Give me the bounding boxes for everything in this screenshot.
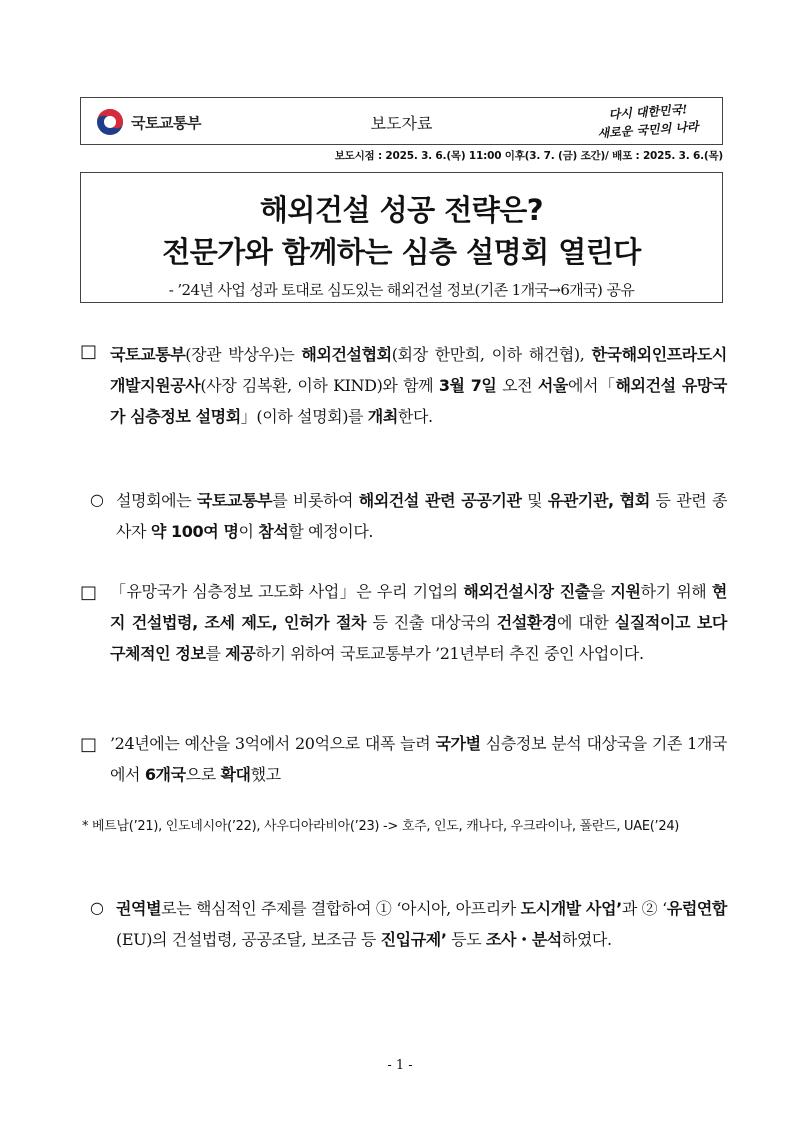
- paragraph-4: [110, 728, 727, 790]
- release-label: 보도자료: [370, 114, 433, 133]
- paragraph-1: [110, 339, 727, 432]
- paragraph-3: [110, 576, 727, 669]
- p3-j: 실질적이고 보다 구체적인 정보: [110, 613, 727, 663]
- slogan: [588, 103, 708, 139]
- p2-f: 유관기관, 협회: [547, 491, 650, 510]
- paragraph-4-marker: □: [80, 734, 98, 755]
- p5-a: 권역별: [116, 899, 162, 918]
- slogan-line-2: 새로운 국민의 나라: [597, 119, 699, 141]
- slogan-line-1: 다시 대한민국!: [608, 102, 688, 122]
- p1-j: 에서「: [567, 376, 616, 395]
- p5-d: 과 ② ‘: [621, 899, 667, 918]
- p3-c: 을: [589, 582, 611, 601]
- p3-e: 하기 위해: [640, 582, 712, 601]
- p4-f: 확대: [220, 765, 251, 784]
- p2-k: 할 예정이다.: [288, 522, 374, 541]
- p1-l: 」(이하 설명회)를: [240, 407, 368, 426]
- p2-j: 참석: [258, 522, 289, 541]
- p1-n: 한다.: [397, 407, 433, 426]
- p5-c: 도시개발 사업’: [520, 899, 622, 918]
- p5-i: 조사・분석: [485, 930, 562, 949]
- country-footnote: * 베트남(’21), 인도네시아(’22), 사우디아라비아(’23) -> 호주, 인도, 캐나다, 우크라이나, 폴란드, UAE(’24): [82, 819, 680, 834]
- header-box: [80, 97, 723, 145]
- p3-l: 제공: [225, 644, 256, 663]
- paragraph-2: [116, 485, 727, 547]
- p4-b: 국가별: [435, 734, 481, 753]
- p1-a: 국토교통부: [110, 345, 186, 364]
- p1-i: 서울: [537, 376, 568, 395]
- p2-g: 등 관련 종사자: [116, 491, 728, 541]
- p3-a: 「유망국가 심층정보 고도화 사업」은 우리 기업의: [110, 582, 464, 601]
- p1-f: (사장 김복환, 이하 KIND)와 함께: [200, 376, 439, 395]
- p2-a: 설명회에는: [116, 491, 197, 510]
- page-number: - 1 -: [387, 1058, 413, 1073]
- p1-k: 해외건설 유망국가 심층정보 설명회: [110, 376, 727, 426]
- title-line-1: 해외건설 성공 전략은?: [259, 193, 544, 227]
- paragraph-1-marker: □: [80, 341, 98, 362]
- p3-i: 에 대한: [557, 613, 615, 632]
- p2-d: 해외건설 관련 공공기관: [358, 491, 522, 510]
- p5-b: 로는 핵심적인 주제를 결합하여 ① ‘아시아, 아프리카: [161, 899, 521, 918]
- p2-b: 국토교통부: [196, 491, 273, 510]
- p1-g: 3월 7일: [438, 376, 497, 395]
- p4-g: 했고: [250, 765, 281, 784]
- p5-j: 하였다.: [561, 930, 612, 949]
- p1-h: 오전: [496, 376, 538, 395]
- paragraph-5-marker: ○: [90, 898, 104, 917]
- p5-e: 유럽연합: [666, 899, 727, 918]
- ministry-name: 국토교통부: [131, 113, 201, 132]
- p2-c: 를 비롯하여: [272, 491, 359, 510]
- p4-d: 6개국: [144, 765, 186, 784]
- p1-e: 한국해외인프라도시개발지원공사: [110, 345, 727, 395]
- p5-f: (EU)의 건설법령, 공공조달, 보조금 등: [116, 930, 381, 949]
- p5-g: 진입규제’: [380, 930, 447, 949]
- paragraph-2-marker: ○: [90, 490, 104, 509]
- title-line-2: 전문가와 함께하는 심층 설명회 열린다: [162, 235, 641, 269]
- p3-f: 현지 건설법령, 조세 제도, 인허가 절차: [110, 582, 727, 632]
- p3-b: 해외건설시장 진출: [463, 582, 590, 601]
- p1-d: (회장 한만희, 이하 해건협),: [391, 345, 592, 364]
- title-box: [80, 172, 723, 303]
- release-timing: 보도시점 : 2025. 3. 6.(목) 11:00 이후(3. 7. (금) 조간)/ 배포 : 2025. 3. 6.(목): [334, 150, 723, 162]
- p2-h: 약 100여 명: [150, 522, 239, 541]
- p2-i: 이: [238, 522, 259, 541]
- paragraph-3-marker: □: [80, 582, 98, 603]
- subtitle: - ’24년 사업 성과 토대로 심도있는 해외건설 정보(기존 1개국→6개국) 공유: [168, 281, 635, 299]
- p2-e: 및: [521, 491, 548, 510]
- p1-b: (장관 박상우)는: [185, 345, 302, 364]
- p1-m: 개최: [367, 407, 398, 426]
- paragraph-5: [116, 893, 727, 955]
- p5-h: 등도: [446, 930, 486, 949]
- p1-c: 해외건설협회: [301, 345, 392, 364]
- p3-m: 하기 위하여 국토교통부가 ’21년부터 추진 중인 사업이다.: [255, 644, 644, 663]
- p4-c: 심층정보 분석 대상국을 기존 1개국에서: [110, 734, 727, 784]
- p3-d: 지원: [610, 582, 641, 601]
- p3-h: 건설환경: [496, 613, 557, 632]
- p4-a: ’24년에는 예산을 3억에서 20억으로 대폭 늘려: [110, 734, 436, 753]
- p3-g: 등 진출 대상국의: [366, 613, 497, 632]
- p3-k: 를: [205, 644, 226, 663]
- p4-e: 으로: [185, 765, 221, 784]
